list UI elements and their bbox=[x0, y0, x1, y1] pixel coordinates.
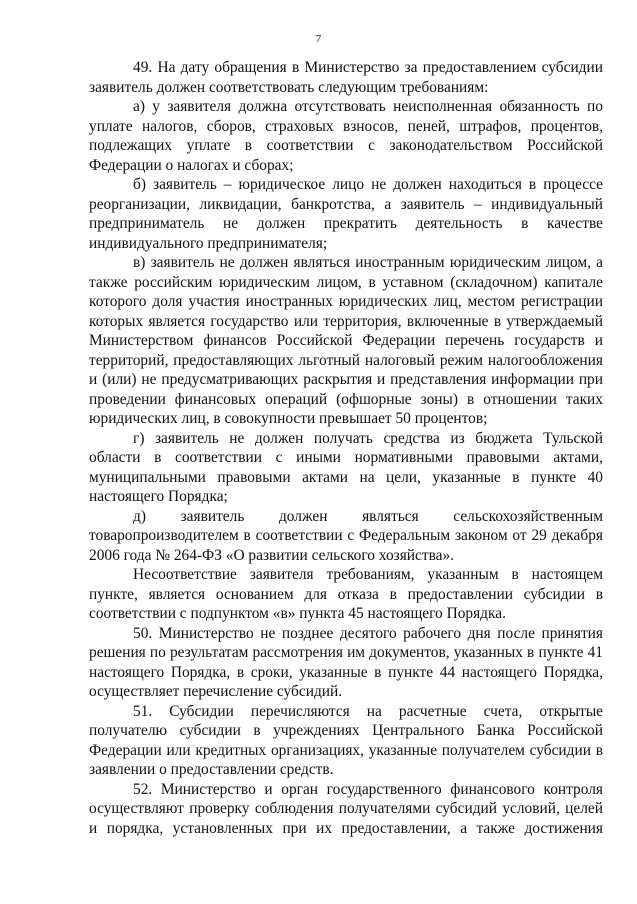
paragraph-50: 50. Министерство не позднее десятого рабочего дня после принятия решения по результатам рассмотрения им документов, указанных в пункте 41 настоящего Порядка, в сроки, указанные в пункте 44 настоящего Порядка, осуществляет перечисление субсидий. bbox=[89, 624, 603, 700]
paragraph-49-a: а) у заявителя должна отсутствовать неисполненная обязанность по уплате налогов, сборов, страховых взносов, пеней, штрафов, процентов, подлежащих уплате в соответствии с законодательством Российской Федерации о налогах и сборах; bbox=[89, 98, 603, 174]
paragraph-49-noncompliance: Несоответствие заявителя требованиям, указанным в настоящем пункте, является основанием для отказа в предоставлении субсидии в соответствии с подпунктом «в» пункта 45 настоящего Порядка. bbox=[89, 566, 603, 622]
paragraph-49-g: г) заявитель не должен получать средства из бюджета Тульской области в соответствии с иными нормативными правовыми актами, муниципальными правовыми актами на цели, указанные в пункте 40 настоящего Порядка; bbox=[89, 429, 603, 505]
paragraph-52: 52. Министерство и орган государственного финансового контроля осуществляют проверку соблюдения получателями субсидий условий, целей и порядка, установленных при их предоставлении, а также достижения bbox=[89, 780, 603, 837]
paragraph-51: 51. Субсидии перечисляются на расчетные счета, открытые получателю субсидии в учреждениях Центрального Банка Российской Федерации или кредитных организациях, указанные получателем субсидии в заявлении о предоставлении средств. bbox=[89, 702, 603, 778]
paragraph-49-b: б) заявитель – юридическое лицо не должен находиться в процессе реорганизации, ликвидации, банкротства, а заявитель – индивидуальный предприниматель не должен прекратить деятельность в качестве индивидуального предпринимателя; bbox=[89, 176, 603, 252]
page-number: 7 bbox=[315, 33, 322, 45]
document-body bbox=[89, 58, 603, 838]
paragraph-49: 49. На дату обращения в Министерство за предоставлением субсидии заявитель должен соответствовать следующим требованиям: bbox=[89, 59, 603, 96]
paragraph-49-d: д) заявитель должен являться сельскохозяйственным товаропроизводителем в соответствии с Федеральным законом от 29 декабря 2006 года № 264-ФЗ «О развитии сельского хозяйства». bbox=[89, 507, 603, 564]
paragraph-49-v: в) заявитель не должен являться иностранным юридическим лицом, а также российским юридическим лицом, в уставном (складочном) капитале которого доля участия иностранных юридических лиц, местом регистрации которых является государство или территория, включенные в утверждаемый Министерством финансов Российской Федерации перечень государств и территорий, предоставляющих льготный налоговый режим налогообложения и (или) не предусматривающих раскрытия и представления информации при проведении финансовых операций (офшорные зоны) в отношении таких юридических лиц, в совокупности превышает 50 процентов; bbox=[89, 254, 603, 427]
